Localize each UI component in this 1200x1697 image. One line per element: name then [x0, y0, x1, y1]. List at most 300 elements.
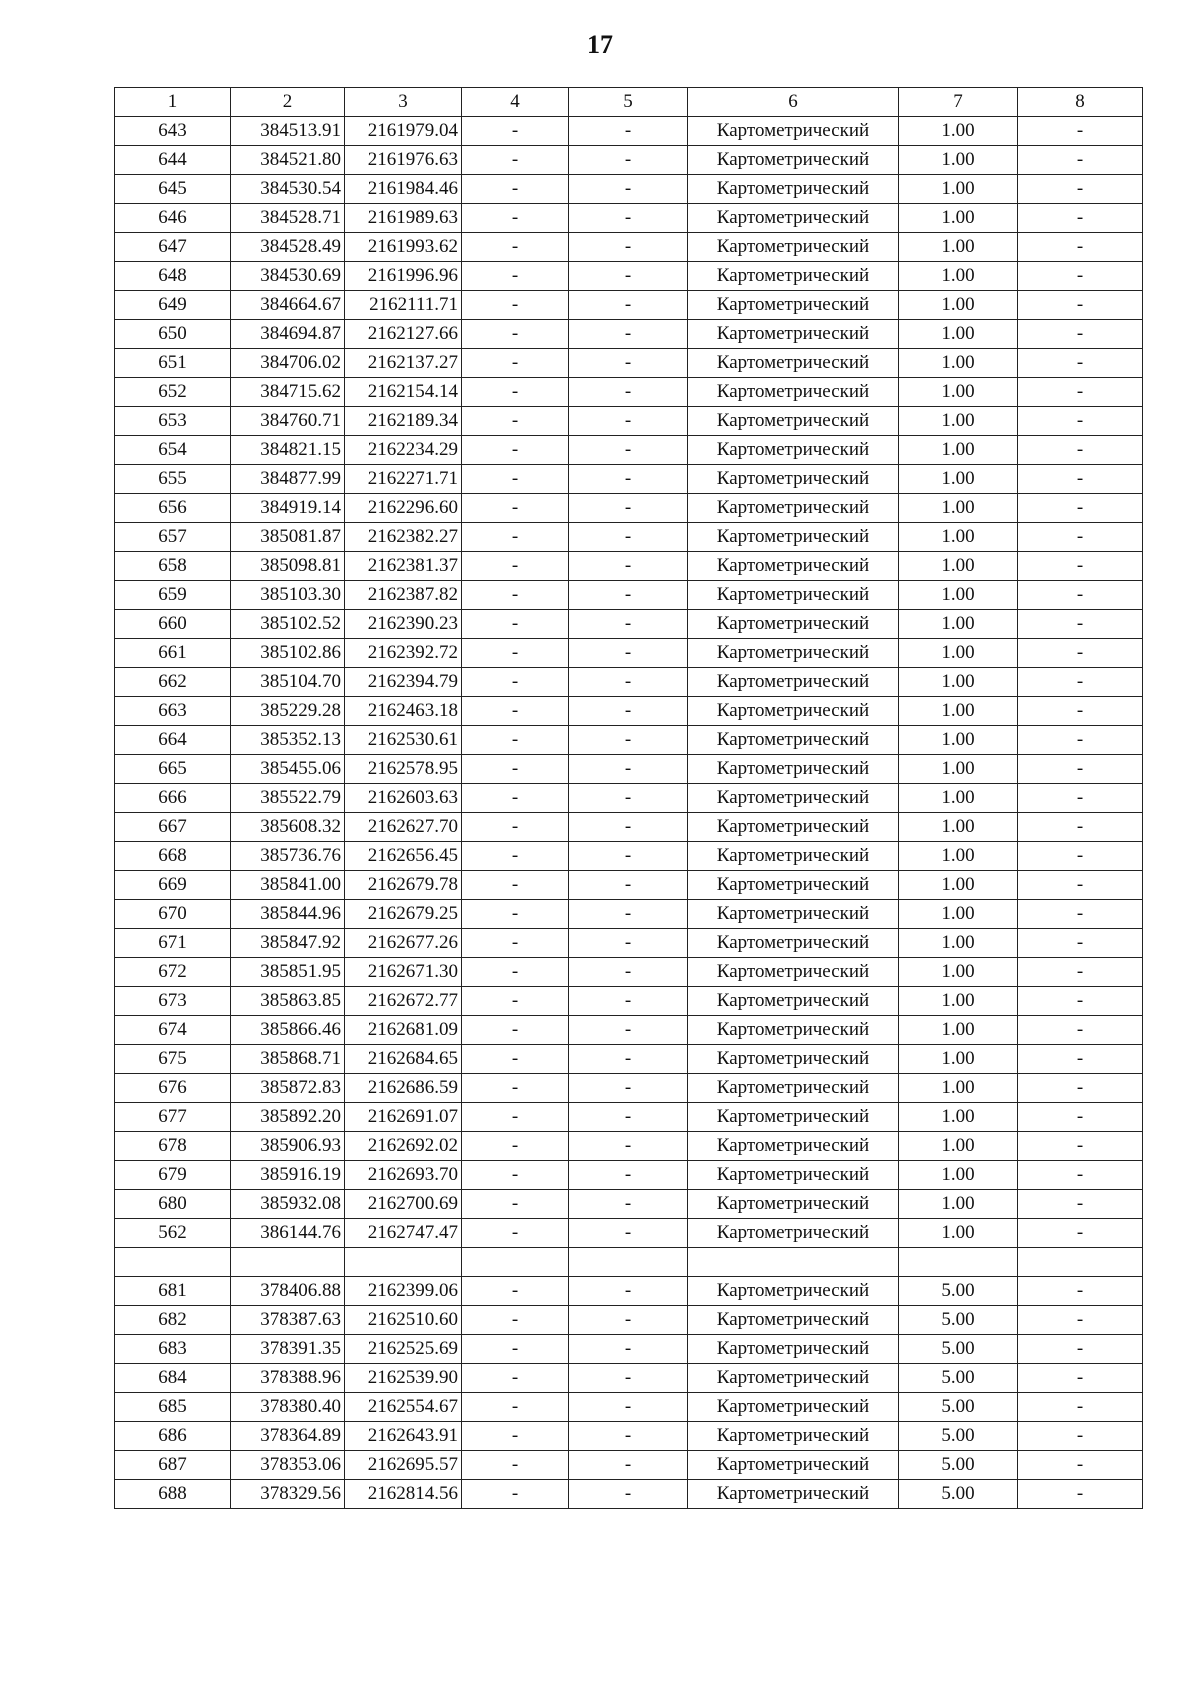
column-4-cell: -	[462, 1045, 569, 1074]
column-4-cell: -	[462, 1277, 569, 1306]
column-5-cell: -	[569, 987, 688, 1016]
method-cell: Картометрический	[688, 378, 899, 407]
table-row	[115, 726, 1143, 755]
column-8-cell: -	[1018, 523, 1143, 552]
column-4-cell: -	[462, 610, 569, 639]
point-number-cell: 655	[115, 465, 231, 494]
y-coordinate-cell: 2162296.60	[345, 494, 462, 523]
point-number-cell: 658	[115, 552, 231, 581]
column-5-cell: -	[569, 1219, 688, 1248]
method-cell: Картометрический	[688, 726, 899, 755]
column-5-cell: -	[569, 436, 688, 465]
method-cell: Картометрический	[688, 1016, 899, 1045]
y-coordinate-cell: 2161979.04	[345, 117, 462, 146]
column-4-cell: -	[462, 523, 569, 552]
y-coordinate-cell: 2162603.63	[345, 784, 462, 813]
x-coordinate-cell: 385081.87	[231, 523, 345, 552]
column-5-cell: -	[569, 233, 688, 262]
accuracy-cell: 1.00	[899, 1016, 1018, 1045]
column-4-cell: -	[462, 349, 569, 378]
point-number-cell: 653	[115, 407, 231, 436]
column-4-cell: -	[462, 494, 569, 523]
point-number-cell: 681	[115, 1277, 231, 1306]
column-header: 3	[345, 88, 462, 117]
y-coordinate-cell: 2162271.71	[345, 465, 462, 494]
method-cell: Картометрический	[688, 494, 899, 523]
accuracy-cell: 1.00	[899, 871, 1018, 900]
table-row	[115, 929, 1143, 958]
column-8-cell: -	[1018, 726, 1143, 755]
y-coordinate-cell: 2162656.45	[345, 842, 462, 871]
column-4-cell: -	[462, 262, 569, 291]
accuracy-cell: 1.00	[899, 523, 1018, 552]
table-row	[115, 117, 1143, 146]
column-5-cell: -	[569, 523, 688, 552]
column-4-cell: -	[462, 958, 569, 987]
accuracy-cell: 1.00	[899, 146, 1018, 175]
column-8-cell: -	[1018, 494, 1143, 523]
method-cell: Картометрический	[688, 842, 899, 871]
column-4-cell: -	[462, 1016, 569, 1045]
column-8-cell: -	[1018, 1132, 1143, 1161]
column-5-cell: -	[569, 1190, 688, 1219]
column-5-cell: -	[569, 291, 688, 320]
point-number-cell: 669	[115, 871, 231, 900]
point-number-cell: 656	[115, 494, 231, 523]
column-4-cell: -	[462, 146, 569, 175]
column-5-cell: -	[569, 494, 688, 523]
y-coordinate-cell: 2162392.72	[345, 639, 462, 668]
point-number-cell: 562	[115, 1219, 231, 1248]
table-row	[115, 1393, 1143, 1422]
y-coordinate-cell: 2162111.71	[345, 291, 462, 320]
point-number-cell: 644	[115, 146, 231, 175]
point-number-cell: 688	[115, 1480, 231, 1509]
accuracy-cell: 1.00	[899, 1074, 1018, 1103]
table-row	[115, 1306, 1143, 1335]
column-5-cell: -	[569, 1103, 688, 1132]
method-cell: Картометрический	[688, 929, 899, 958]
column-8-cell: -	[1018, 320, 1143, 349]
column-8-cell: -	[1018, 1422, 1143, 1451]
point-number-cell: 651	[115, 349, 231, 378]
column-4-cell: -	[462, 378, 569, 407]
column-8-cell: -	[1018, 1335, 1143, 1364]
column-8-cell: -	[1018, 929, 1143, 958]
table-row	[115, 378, 1143, 407]
column-8-cell: -	[1018, 1480, 1143, 1509]
point-number-cell: 643	[115, 117, 231, 146]
x-coordinate-cell: 378391.35	[231, 1335, 345, 1364]
column-8-cell: -	[1018, 900, 1143, 929]
column-4-cell: -	[462, 755, 569, 784]
method-cell: Картометрический	[688, 1132, 899, 1161]
accuracy-cell: 5.00	[899, 1335, 1018, 1364]
accuracy-cell: 1.00	[899, 407, 1018, 436]
point-number-cell: 650	[115, 320, 231, 349]
point-number-cell: 678	[115, 1132, 231, 1161]
column-8-cell: -	[1018, 291, 1143, 320]
accuracy-cell: 1.00	[899, 262, 1018, 291]
column-5-cell: -	[569, 1016, 688, 1045]
column-5-cell: -	[569, 842, 688, 871]
column-4-cell	[462, 1248, 569, 1277]
table-row	[115, 784, 1143, 813]
point-number-cell: 686	[115, 1422, 231, 1451]
column-8-cell: -	[1018, 697, 1143, 726]
column-8-cell: -	[1018, 233, 1143, 262]
point-number-cell: 661	[115, 639, 231, 668]
y-coordinate-cell: 2161996.96	[345, 262, 462, 291]
point-number-cell: 679	[115, 1161, 231, 1190]
y-coordinate-cell: 2162510.60	[345, 1306, 462, 1335]
column-5-cell: -	[569, 1451, 688, 1480]
method-cell: Картометрический	[688, 262, 899, 291]
column-8-cell	[1018, 1248, 1143, 1277]
table-row	[115, 523, 1143, 552]
column-5-cell	[569, 1248, 688, 1277]
column-4-cell: -	[462, 233, 569, 262]
column-5-cell: -	[569, 378, 688, 407]
method-cell: Картометрический	[688, 697, 899, 726]
method-cell: Картометрический	[688, 1219, 899, 1248]
point-number-cell: 680	[115, 1190, 231, 1219]
column-5-cell: -	[569, 465, 688, 494]
table-row	[115, 1074, 1143, 1103]
table-row	[115, 987, 1143, 1016]
point-number-cell: 687	[115, 1451, 231, 1480]
column-4-cell: -	[462, 1451, 569, 1480]
table-row	[115, 610, 1143, 639]
y-coordinate-cell: 2162399.06	[345, 1277, 462, 1306]
accuracy-cell: 1.00	[899, 639, 1018, 668]
y-coordinate-cell: 2162695.57	[345, 1451, 462, 1480]
x-coordinate-cell: 384760.71	[231, 407, 345, 436]
accuracy-cell	[899, 1248, 1018, 1277]
y-coordinate-cell: 2162554.67	[345, 1393, 462, 1422]
method-cell: Картометрический	[688, 1335, 899, 1364]
y-coordinate-cell: 2161989.63	[345, 204, 462, 233]
method-cell: Картометрический	[688, 1451, 899, 1480]
x-coordinate-cell: 378364.89	[231, 1422, 345, 1451]
y-coordinate-cell: 2162234.29	[345, 436, 462, 465]
x-coordinate-cell: 385102.52	[231, 610, 345, 639]
column-4-cell: -	[462, 871, 569, 900]
method-cell: Картометрический	[688, 1480, 899, 1509]
table-row	[115, 407, 1143, 436]
column-4-cell: -	[462, 1393, 569, 1422]
method-cell: Картометрический	[688, 117, 899, 146]
x-coordinate-cell: 385892.20	[231, 1103, 345, 1132]
column-5-cell: -	[569, 204, 688, 233]
column-8-cell: -	[1018, 1451, 1143, 1480]
table-row	[115, 1016, 1143, 1045]
column-8-cell: -	[1018, 871, 1143, 900]
table-row	[115, 1045, 1143, 1074]
accuracy-cell: 1.00	[899, 726, 1018, 755]
column-4-cell: -	[462, 1364, 569, 1393]
x-coordinate-cell: 386144.76	[231, 1219, 345, 1248]
column-5-cell: -	[569, 1393, 688, 1422]
accuracy-cell: 1.00	[899, 291, 1018, 320]
method-cell: Картометрический	[688, 552, 899, 581]
column-8-cell: -	[1018, 407, 1143, 436]
x-coordinate-cell: 378387.63	[231, 1306, 345, 1335]
column-5-cell: -	[569, 784, 688, 813]
column-4-cell: -	[462, 639, 569, 668]
column-8-cell: -	[1018, 1306, 1143, 1335]
y-coordinate-cell: 2162539.90	[345, 1364, 462, 1393]
table-row	[115, 1480, 1143, 1509]
table-row	[115, 1451, 1143, 1480]
table-row	[115, 958, 1143, 987]
column-4-cell: -	[462, 668, 569, 697]
accuracy-cell: 1.00	[899, 668, 1018, 697]
point-number-cell: 664	[115, 726, 231, 755]
table-row	[115, 320, 1143, 349]
table-row	[115, 204, 1143, 233]
point-number-cell: 672	[115, 958, 231, 987]
column-8-cell: -	[1018, 1393, 1143, 1422]
x-coordinate-cell: 384530.69	[231, 262, 345, 291]
x-coordinate-cell: 385098.81	[231, 552, 345, 581]
y-coordinate-cell: 2162394.79	[345, 668, 462, 697]
x-coordinate-cell: 385102.86	[231, 639, 345, 668]
method-cell: Картометрический	[688, 349, 899, 378]
y-coordinate-cell: 2162747.47	[345, 1219, 462, 1248]
column-8-cell: -	[1018, 349, 1143, 378]
table-row	[115, 842, 1143, 871]
accuracy-cell: 1.00	[899, 1132, 1018, 1161]
accuracy-cell: 1.00	[899, 842, 1018, 871]
x-coordinate-cell: 385608.32	[231, 813, 345, 842]
method-cell: Картометрический	[688, 1074, 899, 1103]
accuracy-cell: 1.00	[899, 813, 1018, 842]
column-5-cell: -	[569, 581, 688, 610]
y-coordinate-cell: 2162137.27	[345, 349, 462, 378]
accuracy-cell: 1.00	[899, 349, 1018, 378]
accuracy-cell: 5.00	[899, 1306, 1018, 1335]
method-cell: Картометрический	[688, 465, 899, 494]
y-coordinate-cell: 2162679.78	[345, 871, 462, 900]
column-4-cell: -	[462, 552, 569, 581]
point-number-cell: 677	[115, 1103, 231, 1132]
column-8-cell: -	[1018, 1045, 1143, 1074]
method-cell: Картометрический	[688, 813, 899, 842]
method-cell: Картометрический	[688, 668, 899, 697]
column-8-cell: -	[1018, 204, 1143, 233]
table-row	[115, 1248, 1143, 1277]
table-row	[115, 1103, 1143, 1132]
point-number-cell: 652	[115, 378, 231, 407]
x-coordinate-cell: 384877.99	[231, 465, 345, 494]
column-8-cell: -	[1018, 639, 1143, 668]
x-coordinate-cell: 385916.19	[231, 1161, 345, 1190]
table-row	[115, 1335, 1143, 1364]
column-5-cell: -	[569, 813, 688, 842]
column-header: 1	[115, 88, 231, 117]
point-number-cell: 649	[115, 291, 231, 320]
method-cell: Картометрический	[688, 523, 899, 552]
column-5-cell: -	[569, 349, 688, 378]
method-cell: Картометрический	[688, 407, 899, 436]
column-8-cell: -	[1018, 958, 1143, 987]
method-cell: Картометрический	[688, 291, 899, 320]
column-5-cell: -	[569, 552, 688, 581]
column-8-cell: -	[1018, 378, 1143, 407]
column-header: 4	[462, 88, 569, 117]
column-5-cell: -	[569, 1045, 688, 1074]
x-coordinate-cell: 378406.88	[231, 1277, 345, 1306]
column-4-cell: -	[462, 1132, 569, 1161]
y-coordinate-cell: 2162127.66	[345, 320, 462, 349]
table-row	[115, 1161, 1143, 1190]
accuracy-cell: 1.00	[899, 320, 1018, 349]
column-4-cell: -	[462, 1103, 569, 1132]
column-8-cell: -	[1018, 552, 1143, 581]
point-number-cell: 645	[115, 175, 231, 204]
point-number-cell: 663	[115, 697, 231, 726]
point-number-cell: 665	[115, 755, 231, 784]
column-4-cell: -	[462, 320, 569, 349]
column-5-cell: -	[569, 958, 688, 987]
accuracy-cell: 1.00	[899, 436, 1018, 465]
column-5-cell: -	[569, 1306, 688, 1335]
column-8-cell: -	[1018, 1364, 1143, 1393]
accuracy-cell: 5.00	[899, 1422, 1018, 1451]
y-coordinate-cell: 2162627.70	[345, 813, 462, 842]
column-5-cell: -	[569, 755, 688, 784]
point-number-cell: 670	[115, 900, 231, 929]
accuracy-cell: 1.00	[899, 117, 1018, 146]
point-number-cell: 654	[115, 436, 231, 465]
y-coordinate-cell: 2162154.14	[345, 378, 462, 407]
method-cell: Картометрический	[688, 1393, 899, 1422]
table-row	[115, 552, 1143, 581]
table-row	[115, 349, 1143, 378]
y-coordinate-cell: 2162189.34	[345, 407, 462, 436]
column-8-cell: -	[1018, 1074, 1143, 1103]
column-header: 2	[231, 88, 345, 117]
point-number-cell: 646	[115, 204, 231, 233]
column-4-cell: -	[462, 900, 569, 929]
method-cell: Картометрический	[688, 900, 899, 929]
x-coordinate-cell: 385866.46	[231, 1016, 345, 1045]
column-8-cell: -	[1018, 436, 1143, 465]
method-cell: Картометрический	[688, 755, 899, 784]
point-number-cell: 668	[115, 842, 231, 871]
accuracy-cell: 1.00	[899, 784, 1018, 813]
x-coordinate-cell: 385522.79	[231, 784, 345, 813]
column-header: 6	[688, 88, 899, 117]
method-cell: Картометрический	[688, 233, 899, 262]
x-coordinate-cell: 385736.76	[231, 842, 345, 871]
column-5-cell: -	[569, 639, 688, 668]
point-number-cell: 647	[115, 233, 231, 262]
accuracy-cell: 1.00	[899, 175, 1018, 204]
column-8-cell: -	[1018, 146, 1143, 175]
y-coordinate-cell: 2161976.63	[345, 146, 462, 175]
column-5-cell: -	[569, 146, 688, 175]
method-cell: Картометрический	[688, 1161, 899, 1190]
method-cell: Картометрический	[688, 436, 899, 465]
x-coordinate-cell: 384528.49	[231, 233, 345, 262]
table-row	[115, 262, 1143, 291]
point-number-cell	[115, 1248, 231, 1277]
method-cell: Картометрический	[688, 1422, 899, 1451]
table-row	[115, 581, 1143, 610]
table-row	[115, 291, 1143, 320]
column-4-cell: -	[462, 175, 569, 204]
method-cell: Картометрический	[688, 784, 899, 813]
column-8-cell: -	[1018, 987, 1143, 1016]
x-coordinate-cell: 384528.71	[231, 204, 345, 233]
method-cell: Картометрический	[688, 146, 899, 175]
column-8-cell: -	[1018, 262, 1143, 291]
accuracy-cell: 1.00	[899, 1045, 1018, 1074]
table-row	[115, 494, 1143, 523]
x-coordinate-cell: 385932.08	[231, 1190, 345, 1219]
column-4-cell: -	[462, 1074, 569, 1103]
point-number-cell: 676	[115, 1074, 231, 1103]
table-row	[115, 1132, 1143, 1161]
method-cell: Картометрический	[688, 320, 899, 349]
column-4-cell: -	[462, 842, 569, 871]
column-8-cell: -	[1018, 175, 1143, 204]
column-4-cell: -	[462, 726, 569, 755]
accuracy-cell: 1.00	[899, 204, 1018, 233]
column-4-cell: -	[462, 407, 569, 436]
x-coordinate-cell: 378353.06	[231, 1451, 345, 1480]
x-coordinate-cell: 378329.56	[231, 1480, 345, 1509]
accuracy-cell: 1.00	[899, 552, 1018, 581]
x-coordinate-cell: 384706.02	[231, 349, 345, 378]
table-row	[115, 668, 1143, 697]
column-5-cell: -	[569, 1277, 688, 1306]
method-cell: Картометрический	[688, 987, 899, 1016]
accuracy-cell: 1.00	[899, 1190, 1018, 1219]
column-8-cell: -	[1018, 1219, 1143, 1248]
column-5-cell: -	[569, 726, 688, 755]
column-5-cell: -	[569, 1480, 688, 1509]
column-5-cell: -	[569, 1422, 688, 1451]
table-row	[115, 436, 1143, 465]
point-number-cell: 666	[115, 784, 231, 813]
table-row	[115, 233, 1143, 262]
y-coordinate-cell: 2162672.77	[345, 987, 462, 1016]
point-number-cell: 671	[115, 929, 231, 958]
column-5-cell: -	[569, 610, 688, 639]
y-coordinate-cell: 2162390.23	[345, 610, 462, 639]
point-number-cell: 657	[115, 523, 231, 552]
column-8-cell: -	[1018, 1190, 1143, 1219]
column-4-cell: -	[462, 813, 569, 842]
y-coordinate-cell: 2162463.18	[345, 697, 462, 726]
x-coordinate-cell: 385844.96	[231, 900, 345, 929]
table-row	[115, 639, 1143, 668]
accuracy-cell: 1.00	[899, 494, 1018, 523]
accuracy-cell: 1.00	[899, 900, 1018, 929]
point-number-cell: 685	[115, 1393, 231, 1422]
y-coordinate-cell: 2162686.59	[345, 1074, 462, 1103]
column-8-cell: -	[1018, 465, 1143, 494]
x-coordinate-cell: 384821.15	[231, 436, 345, 465]
method-cell: Картометрический	[688, 1277, 899, 1306]
x-coordinate-cell: 385863.85	[231, 987, 345, 1016]
accuracy-cell: 1.00	[899, 1219, 1018, 1248]
y-coordinate-cell: 2162692.02	[345, 1132, 462, 1161]
column-4-cell: -	[462, 1422, 569, 1451]
